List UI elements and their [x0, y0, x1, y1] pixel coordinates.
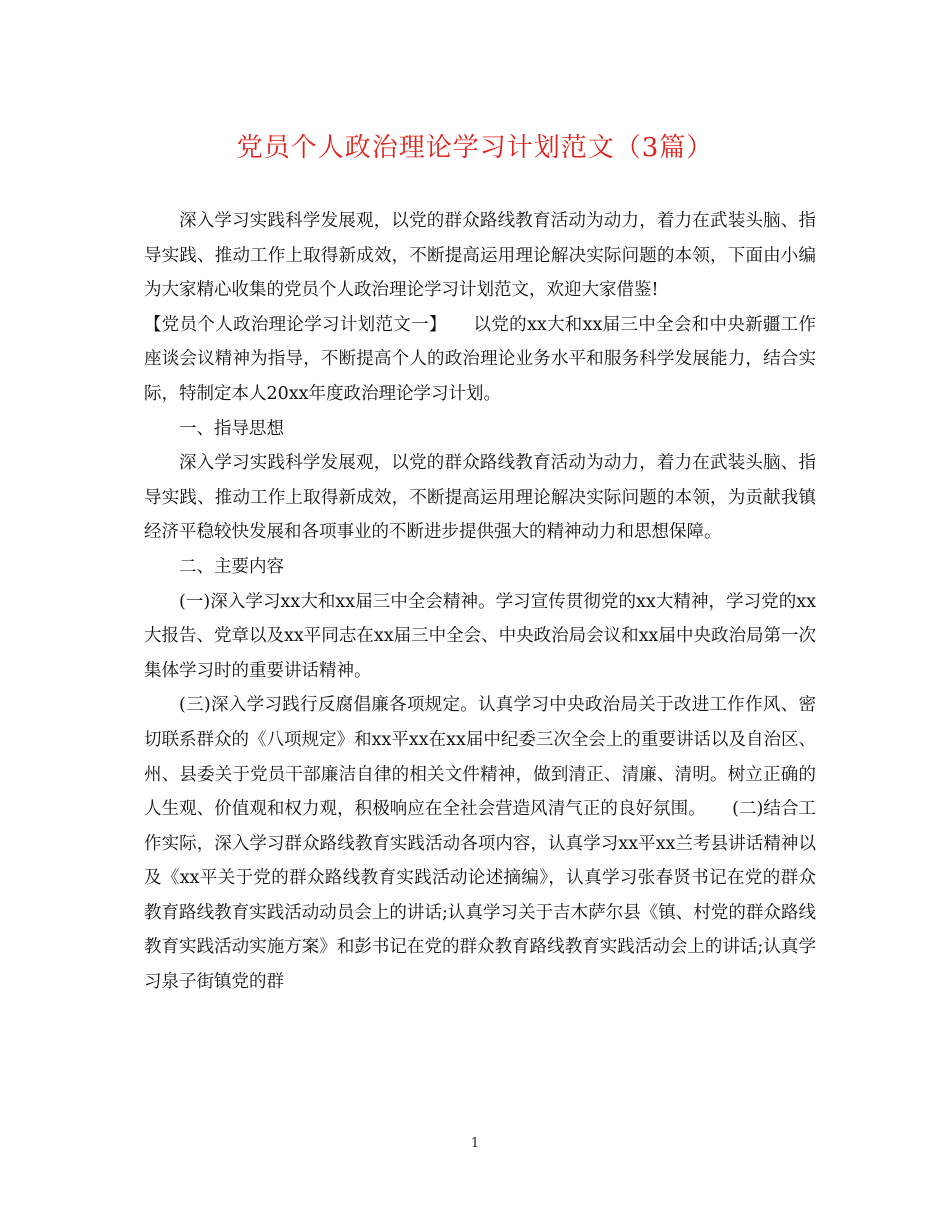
- section-one-paragraph: 【党员个人政治理论学习计划范文一】 以党的xx大和xx届三中全会和中央新疆工作座谈会议精神为指导，不断提高个人的政治理论业务水平和服务科学发展能力，结合实际，特制定本人20xx年度政治理论学习计划。: [144, 314, 816, 404]
- content-item-one-paragraph: (一)深入学习xx大和xx届三中全会精神。学习宣传贯彻党的xx大精神，学习党的xx大报告、党章以及xx平同志在xx届三中全会、中央政治局会议和xx届中央政治局第一次集体学习时的重要讲话精神。: [144, 591, 816, 681]
- intro-paragraph: 深入学习实践科学发展观，以党的群众路线教育活动为动力，着力在武装头脑、指导实践、推动工作上取得新成效，不断提高运用理论解决实际问题的本领，下面由小编为大家精心收集的党员个人政治理论学习计划范文，欢迎大家借鉴!: [144, 211, 816, 301]
- heading-main-content: 二、主要内容: [179, 556, 284, 577]
- content-item-three-paragraph: (三)深入学习践行反腐倡廉各项规定。认真学习中央政治局关于改进工作作风、密切联系群众的《八项规定》和xx平xx在xx届中纪委三次全会上的重要讲话以及自治区、州、县委关于党员干部廉洁自律的相关文件精神，做到清正、清廉、清明。树立正确的人生观、价值观和权力观，积极响应在全社会营造风清气正的良好氛围。 (二)结合工作实际，深入学习群众路线教育实践活动各项内容，认真学习xx平xx兰考县讲话精神以及《xx平关于党的群众路线教育实践活动论述摘编》，认真学习张春贤书记在党的群众教育路线教育实践活动动员会上的讲话;认真学习关于吉木萨尔县《镇、村党的群众路线教育实践活动实施方案》和彭书记在党的群众教育路线教育实践活动会上的讲话;认真学习泉子街镇党的群: [144, 695, 816, 993]
- guiding-thought-paragraph: 深入学习实践科学发展观，以党的群众路线教育活动为动力，着力在武装头脑、指导实践、推动工作上取得新成效，不断提高运用理论解决实际问题的本领，为贡献我镇经济平稳较快发展和各项事业的不断进步提供强大的精神动力和思想保障。: [144, 453, 816, 543]
- document-body: [144, 204, 816, 1000]
- document-title: 党员个人政治理论学习计划范文（3篇）: [236, 133, 714, 163]
- page-number: 1: [470, 1136, 480, 1151]
- heading-guiding-thought: 一、指导思想: [179, 418, 284, 439]
